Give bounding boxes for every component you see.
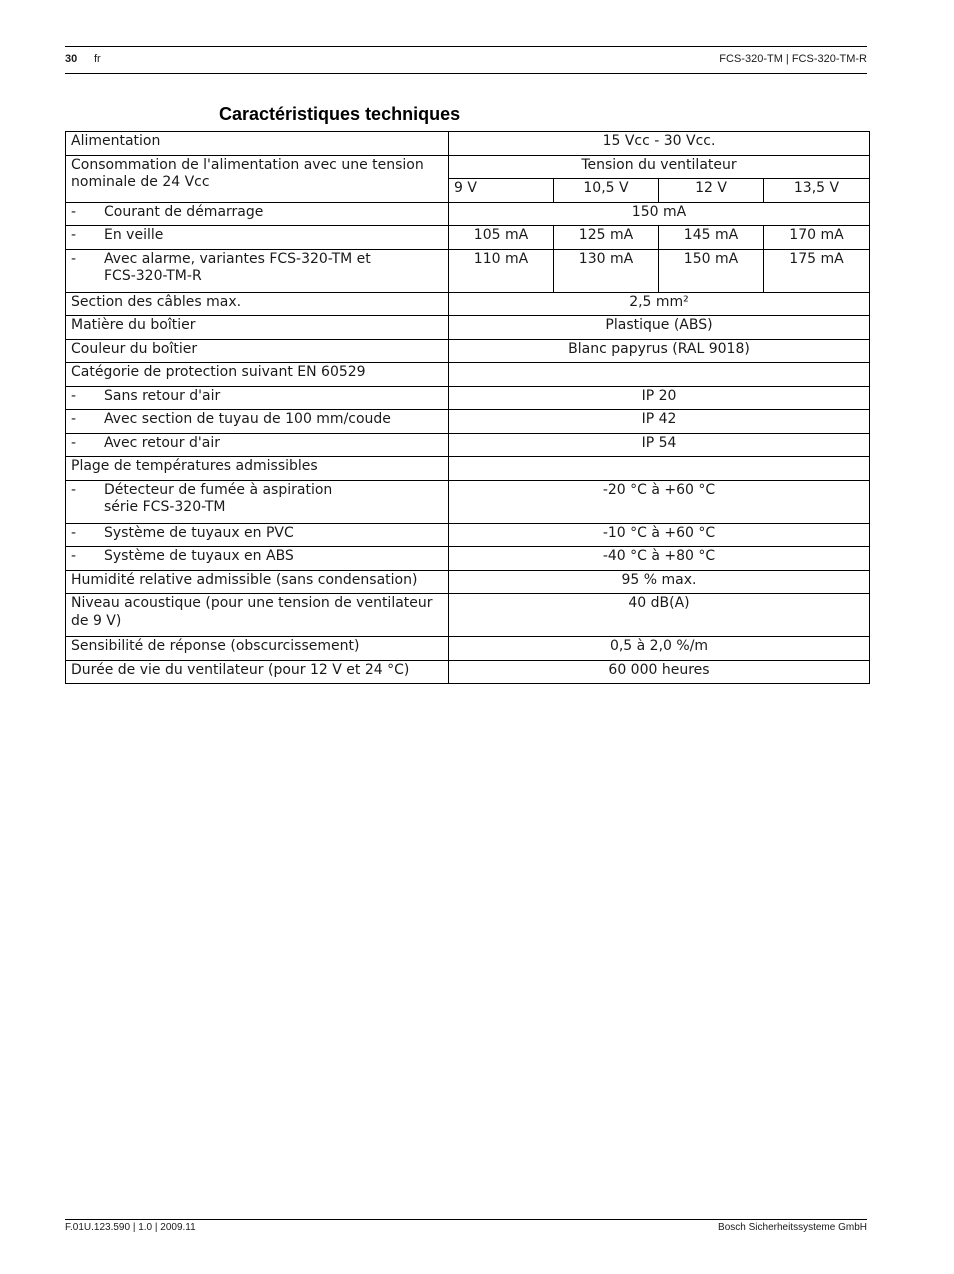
- row-value: IP 20: [449, 386, 870, 410]
- label-line: Détecteur de fumée à aspiration: [104, 481, 333, 498]
- page-footer: [65, 1219, 867, 1233]
- row-value: -40 °C à +80 °C: [449, 547, 870, 571]
- table-row: [66, 202, 870, 226]
- row-label: Sensibilité de réponse (obscurcissement): [66, 637, 449, 661]
- voltage-cell: 12 V: [659, 179, 764, 203]
- current-cell: 130 mA: [554, 249, 659, 292]
- row-value: 0,5 à 2,0 %/m: [449, 637, 870, 661]
- bullet-dash: -: [71, 411, 77, 427]
- row-label-text: Système de tuyaux en PVC: [104, 524, 294, 541]
- row-value: -20 °C à +60 °C: [449, 480, 870, 523]
- current-cell: 175 mA: [764, 249, 870, 292]
- bullet-dash: -: [71, 434, 77, 451]
- page-header: [65, 46, 867, 74]
- current-cell: 150 mA: [659, 249, 764, 292]
- table-row: [66, 547, 870, 571]
- row-value: Blanc papyrus (RAL 9018): [449, 339, 870, 363]
- table-row: [66, 410, 870, 434]
- row-label: Niveau acoustique (pour une tension de ventilateur de 9 V): [66, 594, 449, 637]
- table-row: [66, 570, 870, 594]
- row-label-text: Système de tuyaux en ABS: [104, 548, 294, 564]
- row-value: 95 % max.: [449, 570, 870, 594]
- row-label: Section des câbles max.: [66, 292, 449, 316]
- row-label: Couleur du boîtier: [66, 339, 449, 363]
- bullet-dash: -: [71, 203, 77, 220]
- current-cell: 170 mA: [764, 226, 870, 250]
- table-row: [66, 316, 870, 340]
- row-label: Alimentation: [66, 132, 449, 156]
- current-cell: 125 mA: [554, 226, 659, 250]
- row-label-text: Sans retour d'air: [104, 387, 221, 404]
- row-label: [66, 547, 449, 571]
- row-label-text: Avec section de tuyau de 100 mm/coude: [104, 411, 391, 427]
- current-cell: 145 mA: [659, 226, 764, 250]
- row-label: [66, 386, 449, 410]
- table-row: [66, 480, 870, 523]
- table-row: [66, 363, 870, 387]
- table-row: [66, 155, 870, 179]
- row-value: [449, 457, 870, 481]
- row-value: Plastique (ABS): [449, 316, 870, 340]
- bullet-dash: -: [71, 227, 77, 243]
- voltage-cell: 13,5 V: [764, 179, 870, 203]
- table-row: [66, 523, 870, 547]
- row-label: [66, 410, 449, 434]
- label-line: Avec alarme, variantes FCS-320-TM et: [104, 250, 371, 267]
- row-label: Durée de vie du ventilateur (pour 12 V et 24 °C): [66, 660, 449, 684]
- row-label: Consommation de l'alimentation avec une tension nominale de 24 Vcc: [66, 155, 449, 202]
- page-number: 30: [65, 53, 78, 65]
- table-row: [66, 226, 870, 250]
- bullet-dash: -: [71, 548, 77, 564]
- voltage-cell: 10,5 V: [554, 179, 659, 203]
- row-label: Catégorie de protection suivant EN 60529: [66, 363, 449, 387]
- row-value: 60 000 heures: [449, 660, 870, 684]
- bullet-dash: -: [71, 250, 77, 267]
- row-label: [66, 249, 449, 292]
- row-value: [449, 363, 870, 387]
- fan-voltage-header: Tension du ventilateur: [449, 155, 870, 179]
- row-value: IP 54: [449, 433, 870, 457]
- row-label-text: [104, 482, 332, 517]
- specs-table: [65, 131, 870, 684]
- table-row: [66, 132, 870, 156]
- row-label: [66, 202, 449, 226]
- table-row: [66, 594, 870, 637]
- table-row: [66, 433, 870, 457]
- row-label: [66, 480, 449, 523]
- table-row: [66, 249, 870, 292]
- bullet-dash: -: [71, 524, 77, 541]
- table-row: [66, 660, 870, 684]
- row-label: Humidité relative admissible (sans condensation): [66, 570, 449, 594]
- current-cell: 105 mA: [449, 226, 554, 250]
- company-name: Bosch Sicherheitssysteme GmbH: [718, 1222, 867, 1233]
- row-label-text: Courant de démarrage: [104, 203, 264, 220]
- language-code: fr: [94, 53, 101, 65]
- row-label-text: [104, 251, 371, 286]
- document-reference: F.01U.123.590 | 1.0 | 2009.11: [65, 1222, 196, 1233]
- table-row: [66, 386, 870, 410]
- row-label: [66, 523, 449, 547]
- row-value: -10 °C à +60 °C: [449, 523, 870, 547]
- row-label: [66, 433, 449, 457]
- voltage-cell: 9 V: [449, 179, 554, 203]
- product-name: FCS-320-TM | FCS-320-TM-R: [719, 53, 867, 65]
- row-label-text: En veille: [104, 227, 164, 243]
- bullet-dash: -: [71, 481, 77, 498]
- row-label: Matière du boîtier: [66, 316, 449, 340]
- row-value: 40 dB(A): [449, 594, 870, 637]
- section-title: Caractéristiques techniques: [219, 104, 461, 124]
- row-value: 150 mA: [449, 202, 870, 226]
- label-line: série FCS-320-TM: [104, 499, 226, 515]
- row-value: IP 42: [449, 410, 870, 434]
- label-line: FCS-320-TM-R: [104, 268, 202, 284]
- table-row: [66, 637, 870, 661]
- table-row: [66, 339, 870, 363]
- table-row: [66, 292, 870, 316]
- row-value: 2,5 mm²: [449, 292, 870, 316]
- row-label-text: Avec retour d'air: [104, 434, 220, 451]
- row-value: 15 Vcc - 30 Vcc.: [449, 132, 870, 156]
- row-label: Plage de températures admissibles: [66, 457, 449, 481]
- current-cell: 110 mA: [449, 249, 554, 292]
- bullet-dash: -: [71, 387, 77, 404]
- table-row: [66, 457, 870, 481]
- row-label: [66, 226, 449, 250]
